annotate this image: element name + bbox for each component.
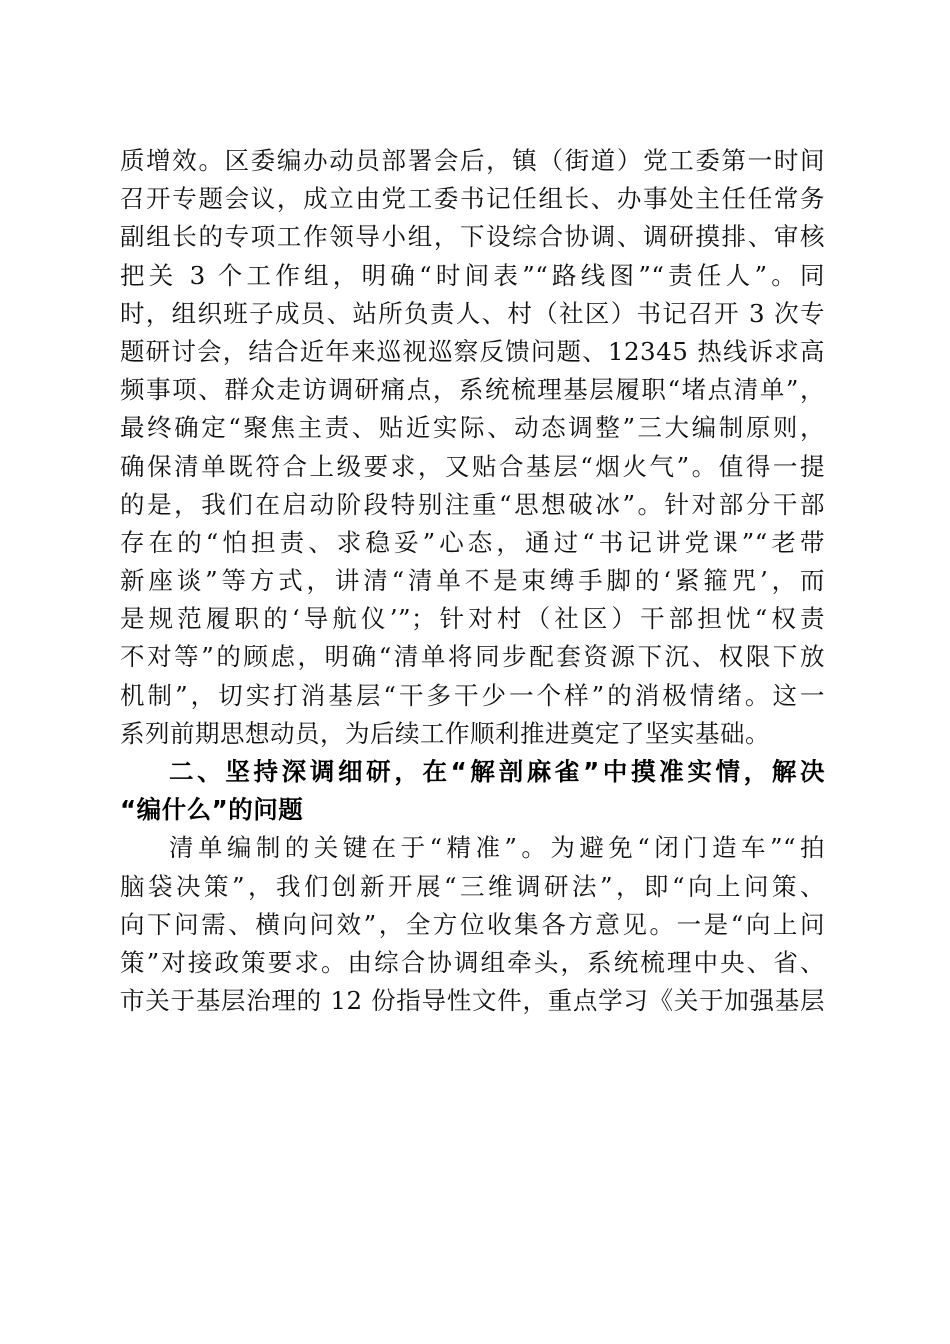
paragraph-line: 最终确定“聚焦主责、贴近实际、动态调整”三大编制原则， [120,413,825,443]
paragraph-line: 清单编制的关键在于“精准”。为避免“闭门造车”“拍 [169,833,825,863]
paragraph-line: 向下问需、横向问效”，全方位收集各方意见。一是“向上问 [120,909,825,939]
paragraph-line: 新座谈”等方式，讲清“清单不是束缚手脚的‘紧箍咒’，而 [120,566,825,596]
document-body [120,142,825,1020]
paragraph-line: 质增效。区委编办动员部署会后，镇（街道）党工委第一时间 [120,146,825,175]
paragraph-line: 市关于基层治理的 12 份指导性文件，重点学习《关于加强基层 [120,986,825,1016]
paragraph-line: 题研讨会，结合近年来巡视巡察反馈问题、12345 热线诉求高 [120,336,825,366]
paragraph-line: 副组长的专项工作领导小组，下设综合协调、调研摸排、审核 [120,222,825,252]
section-heading: “编什么”的问题 [120,795,304,825]
paragraph-line: 存在的“怕担责、求稳妥”心态，通过“书记讲党课”“老带 [120,527,825,557]
paragraph-line: 时，组织班子成员、站所负责人、村（社区）书记召开 3 次专 [120,298,825,328]
paragraph-line: 机制”，切实打消基层“干多干少一个样”的消极情绪。这一 [120,680,825,710]
section-heading: 二、坚持深调细研，在“解剖麻雀”中摸准实情，解决 [169,757,825,786]
paragraph-line: 确保清单既符合上级要求，又贴合基层“烟火气”。值得一提 [120,451,825,481]
paragraph-line: 系列前期思想动员，为后续工作顺利推进奠定了坚实基础。 [120,718,770,748]
paragraph-line: 策”对接政策要求。由综合协调组牵头，系统梳理中央、省、 [120,947,825,977]
paragraph-line: 的是，我们在启动阶段特别注重“思想破冰”。针对部分干部 [120,489,825,519]
paragraph-line: 是规范履职的‘导航仪’”；针对村（社区）干部担忧“权责 [120,604,825,634]
paragraph-line: 频事项、群众走访调研痛点，系统梳理基层履职“堵点清单”， [120,375,825,405]
paragraph-line: 不对等”的顾虑，明确“清单将同步配套资源下沉、权限下放 [120,642,825,672]
paragraph-line: 召开专题会议，成立由党工委书记任组长、办事处主任任常务 [120,184,825,214]
paragraph-line: 脑袋决策”，我们创新开展“三维调研法”，即“向上问策、 [120,871,825,901]
paragraph-line: 把关 3 个工作组，明确“时间表”“路线图”“责任人”。同 [120,260,825,290]
